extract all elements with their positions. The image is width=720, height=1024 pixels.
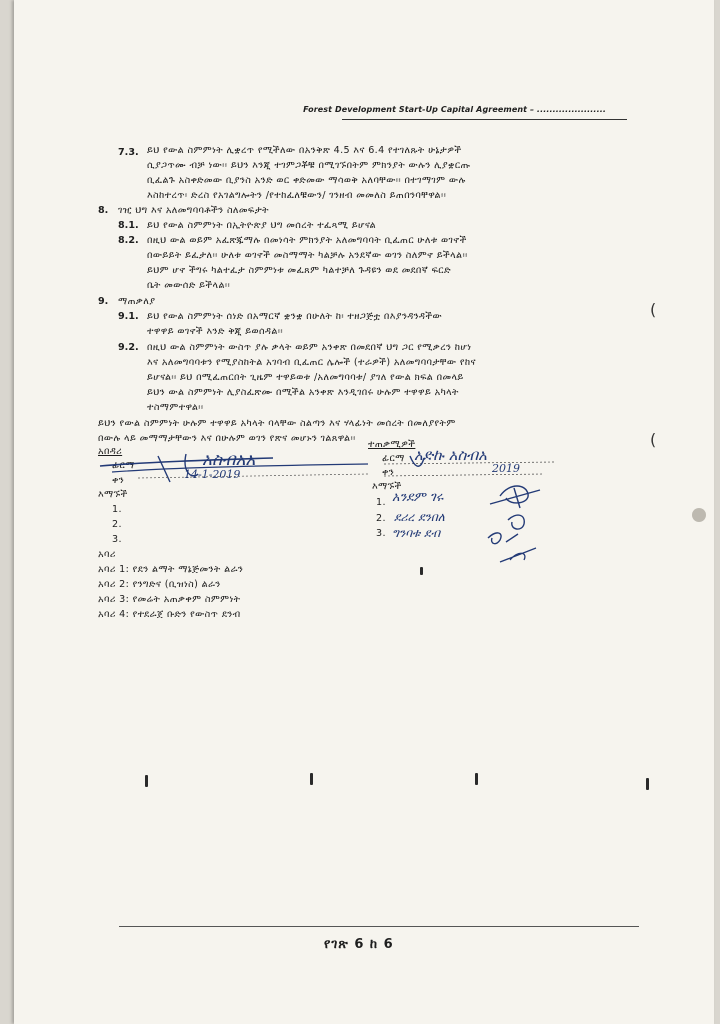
bleed-mark: (: [650, 430, 657, 449]
clause-number: 9.: [98, 296, 109, 307]
clause-text-line: ይህ የውል ስምምነት ሊቋረጥ የሚችለው በአንቅጽ 4.5 እና 6.4 የተገለጹት ሁኔታዎች: [147, 145, 462, 156]
left-signature-label: ፊርማ: [112, 460, 135, 471]
annex-item: አባሪ 1: የደን ልማት ማኔጅመንት ልራን: [98, 564, 244, 575]
bleed-mark: [646, 778, 649, 790]
witness-signature-marks: [470, 478, 560, 568]
left-witness-number: 1.: [112, 504, 122, 515]
annex-heading: አባሪ: [98, 549, 116, 560]
bleed-mark: [420, 567, 423, 575]
clause-text-line: ሲያጋጥሙ ብቻ ነው፡፡ ይህን እንጂ ተገምጋቾቹ በሚገኙበትም ምክንያት ውሉን ሊያቋርጡ: [147, 160, 471, 171]
clause-text-line: ተስማምተዋል፡፡: [147, 402, 204, 413]
document-header: Forest Development Start-Up Capital Agreement – ......................: [303, 105, 606, 114]
clause-number: 7.3.: [118, 147, 139, 158]
right-witness-name: ደሪረ ደንበለ: [394, 510, 445, 524]
document-page: [14, 0, 714, 1024]
page-footer: የገጽ 6 ከ 6: [324, 937, 394, 952]
clause-text-line: እስከተረጥ፡ ድረስ የአገልግሎትን /የተከፈለቹውን/ ገንዘብ መመለስ ይጠበንባቸዋል፡፡: [147, 190, 447, 201]
left-signature: አስብአአ: [202, 450, 256, 470]
clause-text-line: ተዋዋይ ወገኖች እንድ ቅጂ ይወሰዳል፡፡: [147, 326, 284, 337]
clause-text-line: በውይይት ይፈታለ፡፡ ሁለቱ ወገኖች መስማማት ካልቻሉ አንደኛው ወገን ስለምኖ ይችላል፡፡: [147, 250, 468, 261]
right-date-value: 2019: [492, 462, 520, 475]
header-rule: [342, 119, 627, 120]
right-witnesses-label: እማኙች: [372, 481, 402, 492]
left-witness-number: 3.: [112, 534, 122, 545]
annex-item: አባሪ 4: የተደራጀ ቡድን የውስጥ ደንብ: [98, 609, 241, 620]
clause-text-line: ይህም ሆኖ ችግሩ ካልተፈታ ስምምነቱ መፈጸም ካልተቻለ ጉዳዩን ወደ መደበኛ ፍርድ: [147, 265, 451, 276]
clause-text-line: በዚህ ውል ስምምነት ውስጥ ያሉ ቃላት ወይም አንቀጽ በመደበኛ ህግ ጋር የሚቃረን ከሆነ: [147, 342, 472, 353]
left-date-label: ቀን: [112, 475, 125, 486]
clause-number: 8.2.: [118, 235, 139, 246]
right-date-label: ቀን: [382, 467, 395, 478]
clause-text-line: ቢፈልጉ አስቀድመው ቢያንስ አንድ ወር ቀድመው ማሳወቅ አለባቸው፡፡ በተገማገም ውሉ: [147, 175, 466, 186]
punch-hole: [692, 508, 706, 522]
right-witness-number: 3.: [376, 528, 386, 539]
clause-number: 9.2.: [118, 342, 139, 353]
right-witness-name: ግንባቱ ደብ: [392, 526, 441, 540]
annex-item: አባሪ 2: የንግድና (ቢዝነስ) ልራን: [98, 579, 221, 590]
right-witness-name: አንደም ገሩ: [392, 490, 444, 505]
clause-text-line: ይህ የውል ስምምነት ሰነድ በአማርኛ ቋንቋ በሁለት ከ፡ ተዘጋጅቷ በእያንዳንዳችው: [147, 311, 443, 322]
clause-text-line: በዚህ ውል ወይም አፈጽጁማሉ በመነሳት ምክንያት አለመግባባት ቢፈጠር ሁለቱ ወገኖች: [147, 235, 467, 246]
bleed-mark: (: [650, 300, 657, 319]
clause-text-line: እና አለመግባባቱን የሚያስከትል አገባብ ቢፈጠር ሌሎች (ተራዎች) አለመግባባታቸው የከና: [147, 357, 476, 368]
left-date-value: 14-1-2019: [184, 468, 241, 481]
clause-heading: ገዢ ህግ እና አለመግባባቶችን ስለመፍታት: [118, 205, 269, 216]
right-signature-label: ፊርማ: [382, 453, 405, 464]
clause-number: 8.1.: [118, 220, 139, 231]
bleed-mark: [145, 775, 148, 787]
footer-rule: [119, 926, 639, 927]
clause-text-line: ይህን ውል ስምምነት ሊያስፈጽሙ በሚችል አንቀጽ እንዲገበሩ ሁሉም ተዋዋይ አካላት: [147, 387, 459, 398]
bleed-mark: [310, 773, 313, 785]
right-signature: አድኩ አስብአ: [414, 446, 487, 464]
clause-text-line: ቤት መውሰድ ይችላል፡፡: [147, 280, 231, 291]
clause-number: 9.1.: [118, 311, 139, 322]
closing-text-line: ይህን የውል ስምምነት ሁሉም ተዋዋይ አካላት ባላቸው ስልጣን እና ሃላፊነት መሰረት በመለያየትም: [98, 418, 456, 429]
closing-text-line: በውሉ ላይ መማማታቸውን እና በሁሉም ወገን የጽና መሆኑን ገልጸዋል፡፡: [98, 433, 356, 444]
left-witness-number: 2.: [112, 519, 122, 530]
left-party-title: አበዳሪ: [98, 446, 123, 457]
right-party-title: ተጠቃሚዎች: [368, 439, 416, 450]
clause-text-line: ይህ የውል ስምምነት በኢትዮጵያ ህግ መሰረት ተፈጻሚ ይሆናል: [147, 220, 377, 231]
right-witness-number: 2.: [376, 513, 386, 524]
left-witnesses-label: እማኙች: [98, 489, 128, 500]
clause-number: 8.: [98, 205, 109, 216]
bleed-mark: [475, 773, 478, 785]
annex-item: አባሪ 3: የመሬት አጠቃቀም ስምምነት: [98, 594, 241, 605]
clause-heading: ማጠቃለያ: [118, 296, 156, 307]
right-witness-number: 1.: [376, 497, 386, 508]
clause-text-line: ይሆናል፡፡ ይህ በሚፈጠርበት ጊዜም ተዋይወቱ /አለመግባባቱ/ ያገለ የውል ክፍል በመላይ: [147, 372, 464, 383]
